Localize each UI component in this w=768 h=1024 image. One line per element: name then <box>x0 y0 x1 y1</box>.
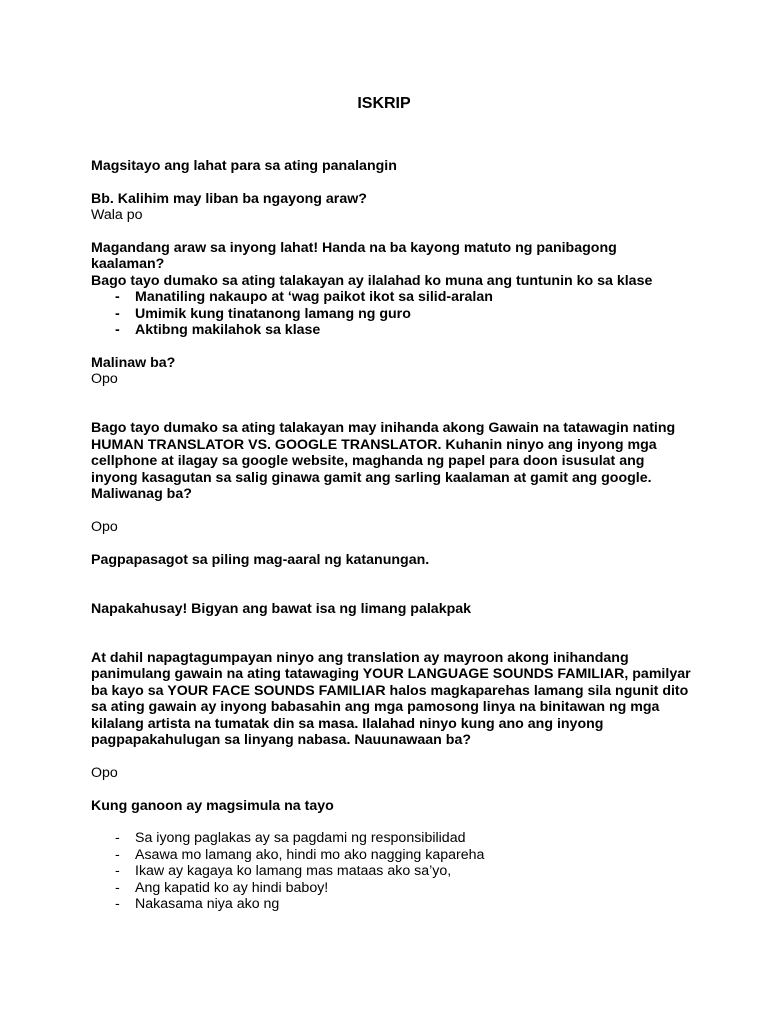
rule-item: - Aktibng makilahok sa klase <box>91 322 691 338</box>
paragraph-begin: Kung ganoon ay magsimula na tayo <box>91 797 334 814</box>
paragraph-questions: Pagpapasagot sa piling mag-aaral ng katanungan. <box>91 551 430 568</box>
paragraph-rules-intro: Bago tayo dumako sa ating talakayan ay ilalahad ko muna ang tuntunin ko sa klase <box>91 272 653 289</box>
paragraph-greeting: Magandang araw sa inyong lahat! Handa na ba kayong matuto ng panibagong kaalaman? <box>91 240 617 273</box>
answer-clear: Opo <box>91 371 118 388</box>
paragraph-activity-line-5: Maliwanag ba? <box>91 486 192 503</box>
answer-attendance: Wala po <box>91 207 143 224</box>
rule-item: - Umimik kung tinatanong lamang ng guro <box>91 306 691 322</box>
rule-item: - Manatiling nakaupo at ‘wag paikot ikot sa silid-aralan <box>91 289 691 305</box>
answer-familiar: Opo <box>91 764 118 781</box>
famous-line-item: - Nakasama niya ako ng <box>91 896 691 912</box>
rules-list <box>91 289 691 338</box>
document-title: ISKRIP <box>357 95 411 112</box>
paragraph-familiar-line-4: sa ating gawain ay inyong babasahin ang mga pamosong linya na binitawan ng mga <box>91 699 660 716</box>
paragraph-activity-line-3: cellphone at ilagay sa google website, maghanda ng papel para doon isusulat ang <box>91 453 645 470</box>
question-attendance: Bb. Kalihim may liban ba ngayong araw? <box>91 190 367 207</box>
paragraph-familiar-line-3: ba kayo sa YOUR FACE SOUNDS FAMILIAR halos magkaparehas lamang sila ngunit dito <box>91 682 689 699</box>
famous-lines-list <box>91 830 691 912</box>
famous-line-item: - Ikaw ay kagaya ko lamang mas mataas ako sa’yo, <box>91 863 691 879</box>
paragraph-familiar-line-5: kilalang artista na tumatak din sa masa. Ilalahad ninyo kung ano ang inyong <box>91 715 604 732</box>
answer-activity: Opo <box>91 518 118 535</box>
document-body <box>91 158 691 913</box>
paragraph-familiar-line-6: pagpapakahulugan sa linyang nabasa. Nauunawaan ba? <box>91 732 472 749</box>
paragraph-activity-line-1: Bago tayo dumako sa ating talakayan may inihanda akong Gawain na tatawagin nating <box>91 420 676 437</box>
famous-line-item: - Ang kapatid ko ay hindi baboy! <box>91 880 691 896</box>
famous-line-item: - Sa iyong paglakas ay sa pagdami ng responsibilidad <box>91 830 691 846</box>
paragraph-familiar-line-1: At dahil napagtagumpayan ninyo ang translation ay mayroon akong inihandang <box>91 650 629 667</box>
famous-line-item: - Asawa mo lamang ako, hindi mo ako nagging kapareha <box>91 847 691 863</box>
paragraph-prayer: Magsitayo ang lahat para sa ating panalangin <box>91 158 397 174</box>
paragraph-activity-line-2: HUMAN TRANSLATOR VS. GOOGLE TRANSLATOR. Kuhanin ninyo ang inyong mga <box>91 436 657 453</box>
question-clear: Malinaw ba? <box>91 354 176 371</box>
paragraph-applause: Napakahusay! Bigyan ang bawat isa ng limang palakpak <box>91 600 472 617</box>
paragraph-familiar-line-2: panimulang gawain na ating tatawaging YOUR LANGUAGE SOUNDS FAMILIAR, pamilyar <box>91 666 691 683</box>
paragraph-activity-line-4: inyong kasagutan sa salig ginawa gamit ang sarling kaalaman at gamit ang google. <box>91 469 652 486</box>
